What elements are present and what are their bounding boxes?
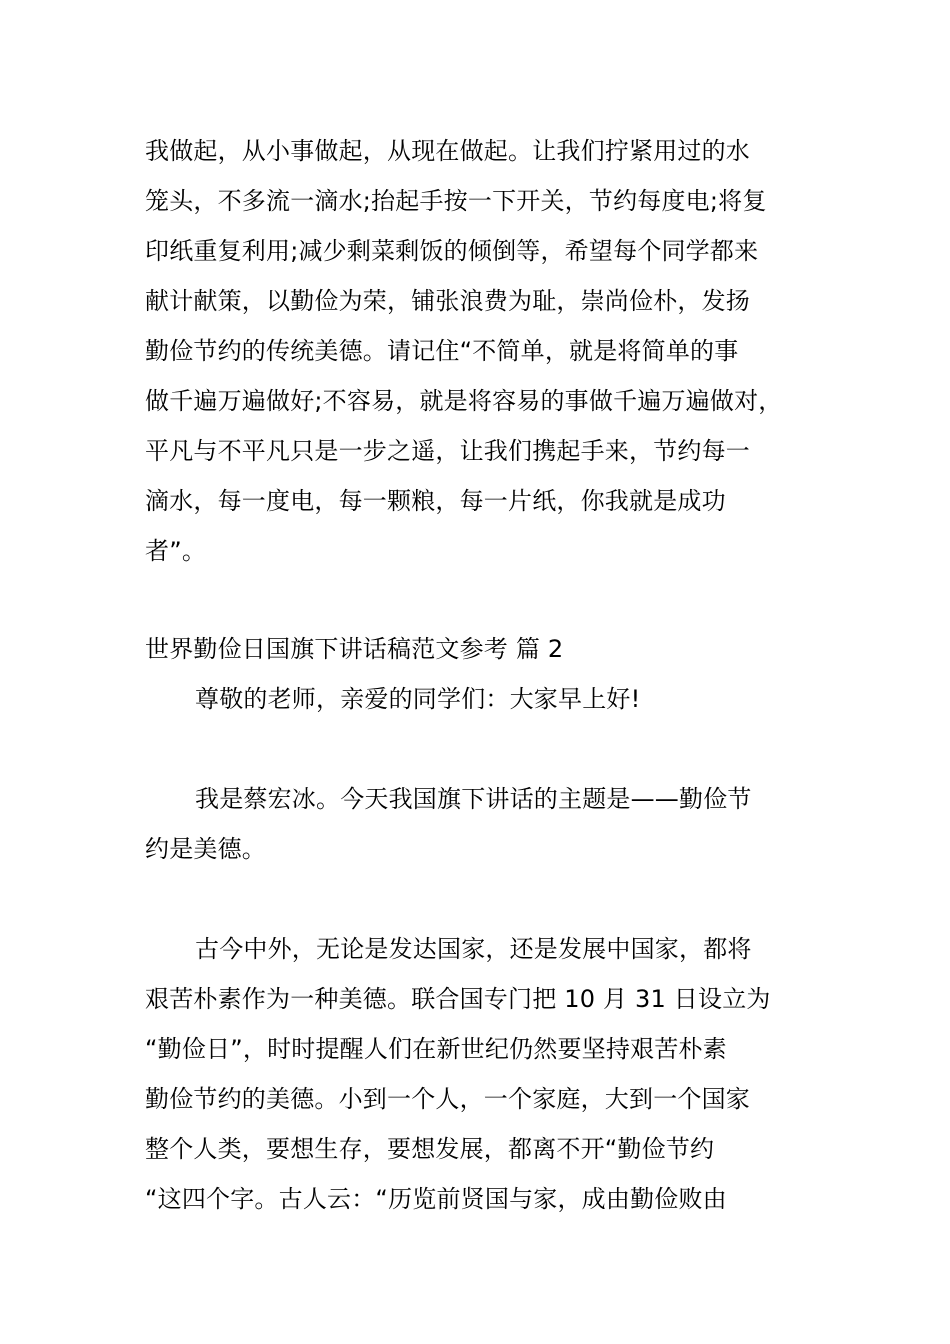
paragraph-line: 古今中外，无论是发达国家，还是发展中国家，都将 [195, 935, 752, 963]
paragraph-line: “这四个字。古人云：“历览前贤国与家，成由勤俭败由 [145, 1185, 727, 1213]
paragraph-line: 约是美德。 [145, 835, 266, 863]
paragraph-line: 印纸重复利用;减少剩菜剩饭的倾倒等，希望每个同学都来 [145, 237, 759, 265]
paragraph-line: 滴水，每一度电，每一颗粮，每一片纸，你我就是成功 [145, 487, 726, 515]
paragraph-line: 献计献策，以勤俭为荣，铺张浪费为耻，崇尚俭朴，发扬 [145, 287, 750, 315]
paragraph-line: 笼头，不多流一滴水;抬起手按一下开关，节约每度电;将复 [145, 187, 767, 215]
section-title: 世界勤俭日国旗下讲话稿范文参考 篇 2 [145, 635, 564, 663]
paragraph-line: 者”。 [145, 537, 207, 565]
paragraph-line: 艰苦朴素作为一种美德。联合国专门把 10 月 31 日设立为 [145, 985, 771, 1013]
paragraph-line: 平凡与不平凡只是一步之遥，让我们携起手来，节约每一 [145, 437, 750, 465]
paragraph-line: “勤俭日”，时时提醒人们在新世纪仍然要坚持艰苦朴素 [145, 1035, 727, 1063]
greeting: 尊敬的老师，亲爱的同学们：大家早上好! [195, 685, 641, 713]
paragraph-line: 我是蔡宏冰。今天我国旗下讲话的主题是——勤俭节 [195, 785, 752, 813]
paragraph-line: 做千遍万遍做好;不容易，就是将容易的事做千遍万遍做对， [145, 387, 783, 415]
paragraph-line: 勤俭节约的美德。小到一个人，一个家庭，大到一个国家 [145, 1085, 750, 1113]
paragraph-line: 整个人类，要想生存，要想发展，都离不开“勤俭节约 [145, 1135, 715, 1163]
paragraph-line: 勤俭节约的传统美德。请记住“不简单，就是将简单的事 [145, 337, 739, 365]
paragraph-line: 我做起，从小事做起，从现在做起。让我们拧紧用过的水 [145, 137, 750, 165]
